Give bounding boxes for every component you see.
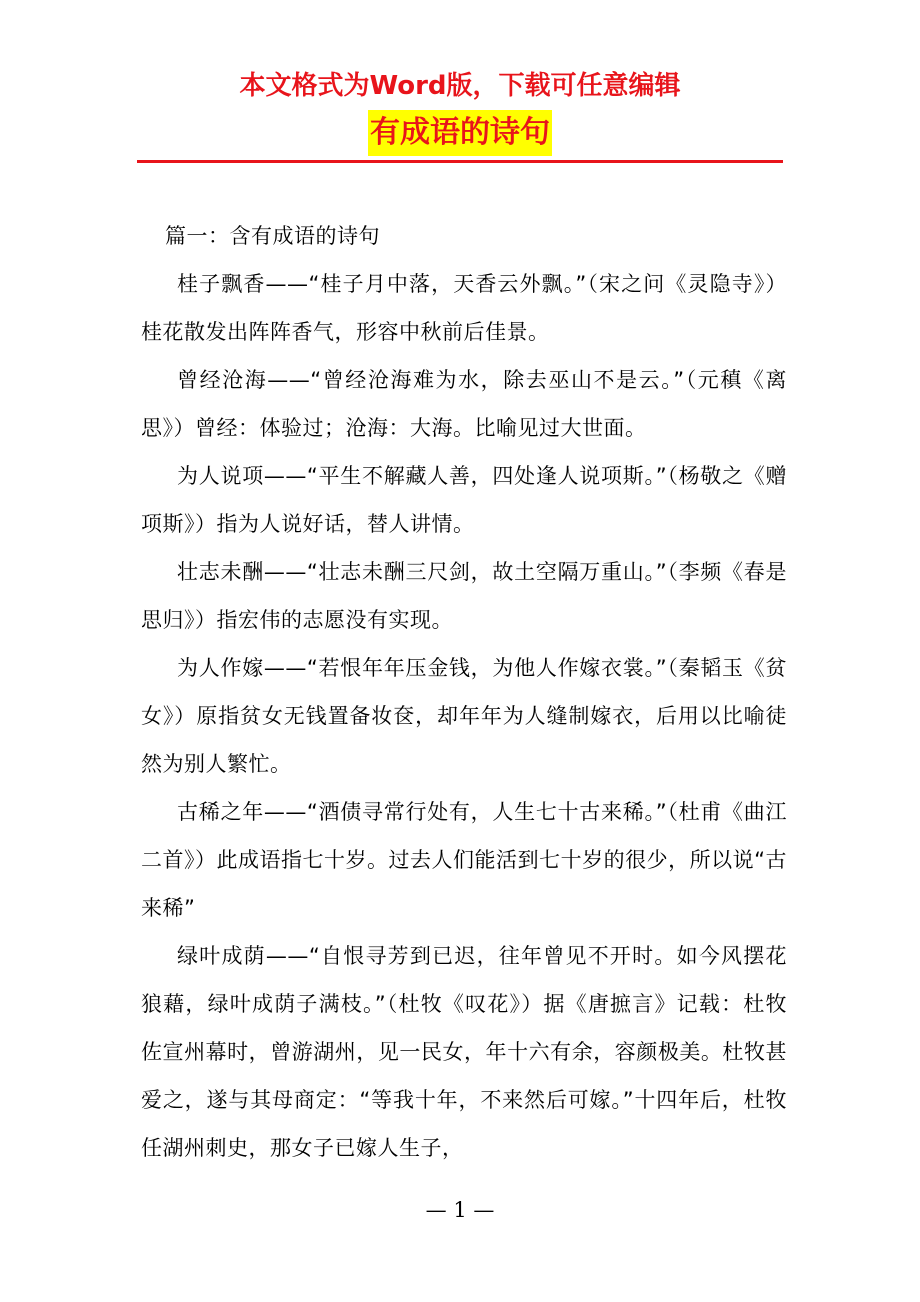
title-container [0,110,920,156]
section-heading: 篇一：含有成语的诗句 [165,224,380,248]
document-title: 有成语的诗句 [368,110,552,156]
paragraph: 绿叶成荫——“自恨寻芳到已迟，往年曾见不开时。如今风摆花狼藉，绿叶成荫子满枝。”（杜牧《叹花》）据《唐摭言》记载：杜牧佐宣州幕时，曾游湖州，见一民女，年十六有余，容颜极美。杜牧甚爱之，遂与其母商定：“等我十年，不来然后可嫁。”十四年后，杜牧任湖州刺史，那女子已嫁人生子， [141,944,787,1160]
page-number: — 1 — [425,1198,495,1222]
document-banner: 本文格式为Word版，下载可任意编辑 [239,71,681,101]
paragraph: 为人作嫁——“若恨年年压金钱，为他人作嫁衣裳。”（秦韬玉《贫女》）原指贫女无钱置备妆奁，却年年为人缝制嫁衣，后用以比喻徒然为别人繁忙。 [141,656,787,776]
paragraph: 曾经沧海——“曾经沧海难为水，除去巫山不是云。”（元稹《离思》）曾经：体验过；沧海：大海。比喻见过大世面。 [141,368,787,440]
paragraph: 桂子飘香——“桂子月中落，天香云外飘。”（宋之问《灵隐寺》）桂花散发出阵阵香气，形容中秋前后佳景。 [141,272,787,344]
paragraph: 壮志未酬——“壮志未酬三尺剑，故土空隔万重山。”（李频《春是思归》）指宏伟的志愿没有实现。 [141,560,787,632]
paragraph: 古稀之年——“酒债寻常行处有，人生七十古来稀。”（杜甫《曲江二首》）此成语指七十岁。过去人们能活到七十岁的很少，所以说“古来稀” [141,800,787,920]
paragraph: 为人说项——“平生不解藏人善，四处逢人说项斯。”（杨敬之《赠项斯》）指为人说好话，替人讲情。 [141,464,787,536]
title-divider [137,160,783,163]
document-body [141,212,787,1172]
